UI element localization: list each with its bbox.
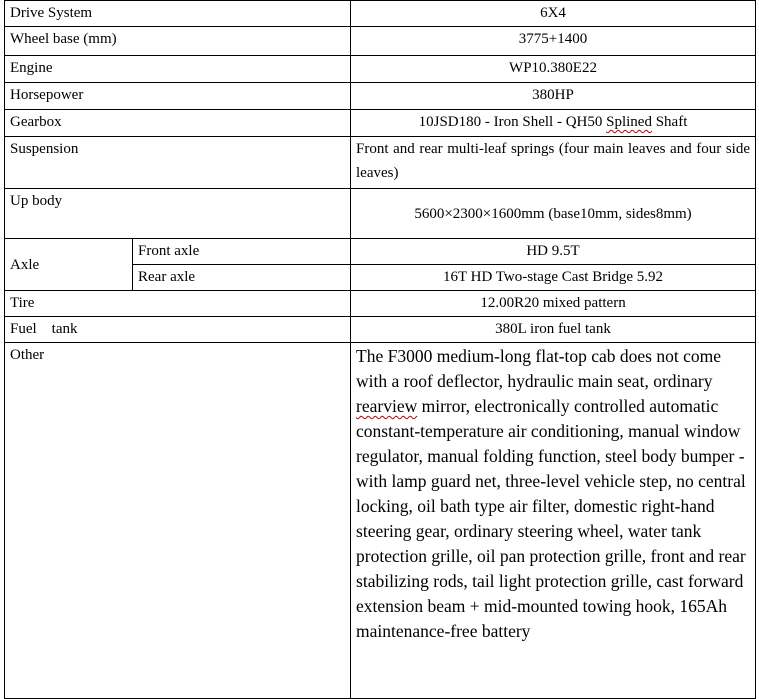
table-row-drive-system [5, 1, 756, 27]
table-row-up-body [5, 189, 756, 239]
table-row-wheel-base [5, 27, 756, 56]
drive-system-value: 6X4 [351, 1, 756, 27]
fuel-tank-label: Fuel tank [5, 317, 351, 343]
tire-label: Tire [5, 291, 351, 317]
rear-axle-value: 16T HD Two-stage Cast Bridge 5.92 [351, 265, 756, 291]
spellcheck-flagged-word: Splined [606, 114, 652, 130]
gearbox-value-text-end: Shaft [651, 114, 688, 130]
table-row-other [5, 343, 756, 699]
axle-label: Axle [5, 239, 133, 291]
suspension-label: Suspension [5, 137, 351, 189]
engine-value: WP10.380E22 [351, 56, 756, 83]
other-label: Other [5, 343, 351, 699]
engine-label: Engine [5, 56, 351, 83]
suspension-value: Front and rear multi-leaf springs (four main leaves and four side leaves) [351, 137, 756, 189]
horsepower-label: Horsepower [5, 83, 351, 110]
front-axle-value: HD 9.5T [351, 239, 756, 265]
horsepower-value: 380HP [351, 83, 756, 110]
gearbox-value [351, 110, 756, 137]
table-row-front-axle [5, 239, 756, 265]
spellcheck-flagged-word: rearview [356, 396, 418, 416]
table-row-tire [5, 291, 756, 317]
tire-value: 12.00R20 mixed pattern [351, 291, 756, 317]
up-body-value: 5600×2300×1600mm (base10mm, sides8mm) [351, 189, 756, 239]
up-body-label: Up body [5, 189, 351, 239]
wheel-base-value: 3775+1400 [351, 27, 756, 56]
other-value-text: The F3000 medium-long flat-top cab does not come with a roof deflector, hydraulic main seat, ordinary [356, 346, 722, 391]
rear-axle-label: Rear axle [133, 265, 351, 291]
table-row-gearbox [5, 110, 756, 137]
gearbox-value-text: 10JSD180 - Iron Shell - QH50 [418, 114, 607, 130]
vehicle-spec-table [4, 0, 756, 699]
other-value-text-end: mirror, electronically controlled automatic constant-temperature air conditioning, manual window regulator, manual folding function, steel body bumper - with lamp guard net, three-level vehicle step, no central locking, oil bath type air filter, domestic right-hand steering gear, ordinary steering wheel, water tank protection grille, oil pan protection grille, front and rear stabilizing rods, tail light protection grille, cast forward extension beam + mid-mounted towing hook, 165Ah maintenance-free battery [356, 396, 746, 641]
table-row-fuel-tank [5, 317, 756, 343]
drive-system-label: Drive System [5, 1, 351, 27]
table-row-engine [5, 56, 756, 83]
gearbox-label: Gearbox [5, 110, 351, 137]
wheel-base-label: Wheel base (mm) [5, 27, 351, 56]
table-row-suspension [5, 137, 756, 189]
other-value [351, 343, 756, 699]
table-row-horsepower [5, 83, 756, 110]
front-axle-label: Front axle [133, 239, 351, 265]
fuel-tank-value: 380L iron fuel tank [351, 317, 756, 343]
